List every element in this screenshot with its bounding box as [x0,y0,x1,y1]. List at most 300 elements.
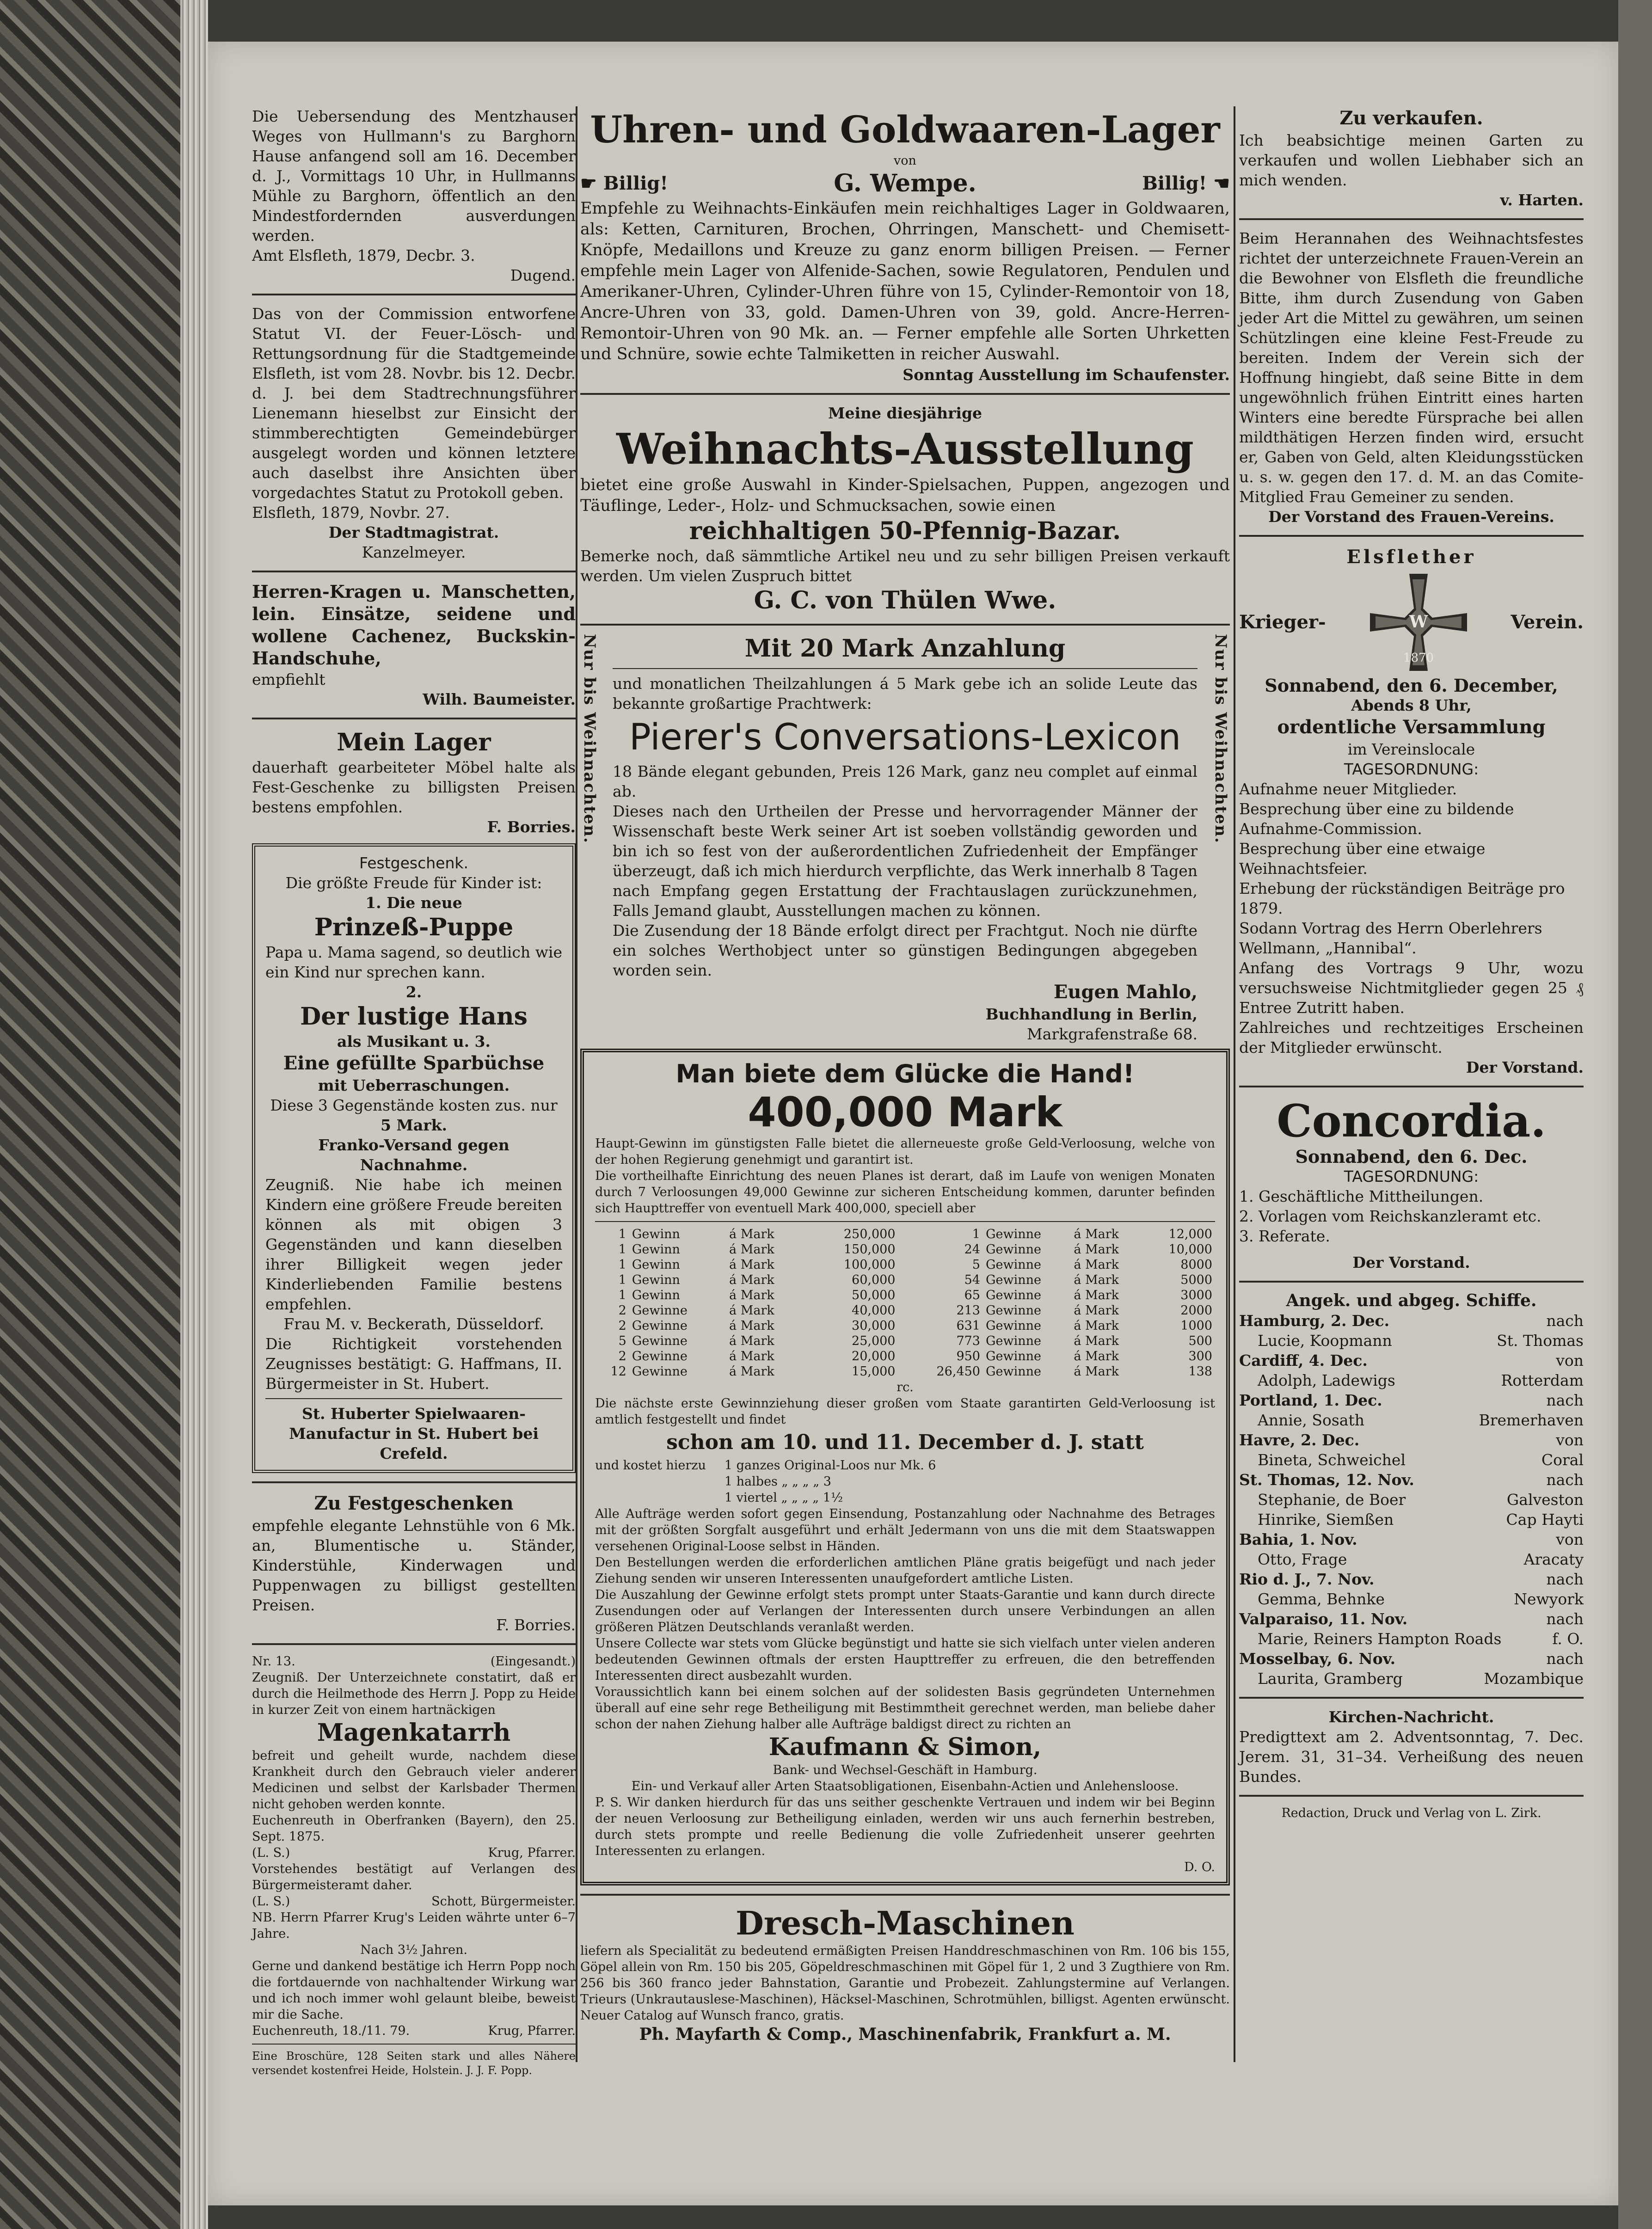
prize-table-right [912,1227,1216,1379]
prize-unit: á Mark [1074,1319,1119,1333]
ship-entry [1239,1351,1584,1370]
ad-garden-sale-signature: v. Harten. [1500,191,1584,209]
ship-name: Stephanie, de Boer [1258,1491,1406,1509]
ad-toys-item3-name: Eine gefüllte Sparbüchse [283,1052,545,1074]
prize-count: 1 [618,1273,626,1287]
ad-womens-club [1239,228,1584,527]
ad-lexicon-text2: Dieses nach den Urtheilen der Presse und hervorragender Männer der Wissenschaft beste Werk seiner Art ist soeben vollständig geworden und bin ich so fest von der außerordentlichen Zufriedenheit der Empfänger überzeugt, daß ich mich hierdurch verpflichte, das Werk innerhalb 8 Tagen nach Empfang gegen Erstattung der Frachtauslagen zurückzunehmen, Falls Jemand glaubt, Ausstellungen machen zu können. [613,802,1198,920]
ad-womens-club-signature: Der Vorstand des Frauen-Vereins. [1268,508,1554,526]
ship-destination: Cap Hayti [1506,1511,1584,1529]
church-news-text: Predigttext am 2. Adventsonntag, 7. Dec. Jerem. 31, 31–34. Verheißung des neuen Bundes. [1239,1728,1584,1786]
ship-destination: St. Thomas [1497,1332,1584,1350]
ad-lottery-text2: Die vortheilhafte Einrichtung des neuen Planes ist derart, daß im Laufe von wenigen Monaten durch 7 Verloosungen 49,000 Gewinne zur sicheren Entscheidung kommen, darunter befinden sich Haupttreffer von eventuell Mark 400,000, speciell aber [595,1169,1215,1216]
column-middle [580,106,1230,2045]
ad-toys-testimonial: Zeugniß. Nie habe ich meinen Kindern eine größere Freude bereiten können als mit obigen 3 Gegenständen und kann dieselben ihrer Billigkeit wegen jeder Kinderliebenden Familie bestens empfehlen. [265,1176,562,1313]
ad-gifts-signature: F. Borries. [496,1616,576,1634]
ad-concordia-agenda [1239,1186,1584,1246]
ad-lottery-text4: Alle Aufträge werden sofort gegen Einsendung, Postanzahlung oder Nachnahme des Betrages mit der größten Sorgfalt ausgeführt und erhält Jedermann von uns die mit dem Staatswappen versehenen Original-Loose selbst in Händen. [595,1507,1215,1554]
ship-entry [1239,1470,1584,1490]
ad-gifts-heading: Zu Festgeschenken [314,1492,514,1514]
ad-watches-footer: Sonntag Ausstellung im Schaufenster. [903,366,1230,384]
agenda-item: Erhebung der rückständigen Beiträge pro 1879. [1239,879,1565,917]
prize-row [912,1272,1216,1288]
prize-row [595,1242,898,1257]
divider [1239,1281,1584,1283]
ad-toys-box [252,843,576,1473]
ad-testimonial-place2: Euchenreuth, 18./11. 79. [252,2024,410,2038]
lose-price-item: 1 viertel „ „ „ „ 1½ [724,1491,843,1505]
ad-lottery-prizes [595,1227,1215,1379]
prize-count: 1 [618,1227,626,1241]
divider [580,624,1230,626]
agenda-item: Besprechung über eine zu bildende Aufnahme-Commission. [1239,800,1514,838]
ad-watches-title: Uhren- und Goldwaaren-Lager [590,108,1220,151]
ad-gifts [252,1492,576,1635]
ad-veterans-place: im Vereinslocale [1347,740,1475,758]
prize-unit: á Mark [729,1349,774,1363]
prize-count: 213 [956,1303,980,1318]
ship-name: Marie, Reiners Hampton Roads [1258,1630,1502,1648]
ad-veterans-text: Anfang des Vortrags 9 Uhr, wozu versuchsweise Nichtmitglieder gegen 25 ₰ Entree Zutritt haben. [1239,959,1584,1017]
ad-garden-sale [1239,106,1584,210]
prize-row [595,1318,898,1333]
prize-amount: 1000 [1180,1319,1212,1333]
ship-entry [1239,1311,1584,1331]
imprint: Redaction, Druck und Verlag von L. Zirk. [1281,1806,1541,1820]
ad-lexicon-firm: Buchhandlung in Berlin, [985,1005,1198,1023]
prize-label: Gewinne [632,1319,688,1333]
ad-veterans-left: Krieger- [1239,611,1326,633]
prize-unit: á Mark [729,1303,774,1318]
prize-amount: 30,000 [852,1319,896,1333]
ship-destination: Bremerhaven [1479,1411,1584,1429]
prize-count: 12 [610,1364,626,1379]
ad-veterans-text2: Zahlreiches und rechtzeitiges Erscheinen der Mitglieder erwünscht. [1239,1019,1584,1056]
ship-direction: nach [1546,1391,1584,1409]
prize-amount: 15,000 [852,1364,896,1379]
ship-entry [1239,1649,1584,1669]
prize-label: Gewinne [632,1334,688,1348]
prize-unit: á Mark [1074,1334,1119,1348]
prize-row [595,1272,898,1288]
ad-veterans-agenda-title: TAGESORDNUNG: [1344,760,1479,778]
ad-concordia-agenda-title: TAGESORDNUNG: [1344,1167,1479,1185]
ad-lexicon-side-left: Nur bis Weihnachten. [580,634,599,844]
ship-name: Hinrike, Siemßen [1258,1511,1394,1529]
divider [1239,1697,1584,1699]
ad-gifts-text: empfehle elegante Lehnstühle von 6 Mk. an, Blumentische u. Ständer, Kinderstühle, Kinderwagen und Puppenwagen zu billigst gestellten Preisen. [252,1517,576,1614]
ad-testimonial-sig3: Krug, Pfarrer. [488,2024,576,2038]
ad-lottery-firm: Kaufmann & Simon, [768,1733,1042,1761]
ship-detail [1239,1490,1584,1510]
ship-direction: nach [1546,1570,1584,1588]
ship-entry [1239,1609,1584,1629]
ad-garden-sale-text: Ich beabsichtige meinen Garten zu verkaufen und wollen Liebhaber sich an mich wenden. [1239,131,1584,189]
ad-testimonial-number: Nr. 13. [252,1654,295,1669]
ship-port: Cardiff, 4. Dec. [1239,1351,1368,1369]
ship-news-list [1239,1311,1584,1689]
prize-label: Gewinn [632,1258,680,1272]
ship-name: Otto, Frage [1258,1550,1347,1568]
ad-testimonial-text2: befreit und geheilt wurde, nachdem diese Krankheit durch den Gebrauch vieler anderer Medicinen und selbst der Karlsbader Thermen nicht gehoben werden konnte. [252,1749,576,1811]
ad-lottery-ps: P. S. Wir danken hierdurch für das uns seither geschenkte Vertrauen und indem wir bei Beginn der neuen Verloosung zur Betheiligung einladen, werden wir uns auch fernerhin bestreben, durch stets prompte und reelle Bedienung die volle Zufriedenheit unserer geehrten Interessenten zu erlangen. [595,1795,1215,1858]
ad-lottery-lose-list [725,1457,936,1506]
prize-row [595,1288,898,1303]
prize-label: Gewinn [632,1273,680,1287]
prize-amount: 12,000 [1168,1227,1212,1241]
ship-direction: nach [1546,1312,1584,1330]
ship-detail [1239,1629,1584,1649]
prize-unit: á Mark [1074,1227,1119,1241]
column-divider-1 [576,106,577,2062]
ad-watches-von: von [894,154,916,168]
ad-furniture-heading: Mein Lager [337,728,491,756]
ad-testimonial-sig2: Schott, Bürgermeister. [431,1894,576,1909]
ship-detail [1239,1549,1584,1569]
agenda-item: Besprechung über eine etwaige Weihnachtsfeier. [1239,840,1486,878]
prize-label: Gewinne [985,1242,1042,1257]
ad-testimonial-confirm1: Vorstehendes bestätigt auf Verlangen des Bürgermeisteramt daher. [252,1862,576,1892]
prize-amount: 138 [1188,1364,1212,1379]
ad-testimonial [252,1653,576,2078]
ad-concordia-date: Sonnabend, den 6. Dec. [1295,1146,1528,1167]
ad-christmas-text2: Bemerke noch, daß sämmtliche Artikel neu und zu sehr billigen Preisen verkauft werden. Um vielen Zuspruch bittet [580,547,1230,585]
ad-lottery-text7: Unsere Collecte war stets vom Glücke begünstigt und hatte sie sich vielfach unter vielen anderen bedeutenden Gewinnen oftmals der ersten Haupttreffer zu erfreuen, die den betreffenden Interessenten direct ausbezahlt wurden. [595,1636,1215,1683]
agenda-item: Aufnahme neuer Mitglieder. [1239,780,1457,798]
prize-label: Gewinn [632,1227,680,1241]
ad-toys-price-text: Diese 3 Gegenstände kosten zus. nur [270,1096,558,1114]
ad-testimonial-note: NB. Herrn Pfarrer Krug's Leiden währte unter 6–7 Jahre. [252,1910,576,1941]
ad-lottery-heading: Man biete dem Glücke die Hand! [676,1059,1135,1088]
prize-count: 950 [956,1349,980,1363]
ship-news [1239,1291,1584,1689]
divider [1239,1086,1584,1087]
ship-detail [1239,1510,1584,1529]
ad-collars-heading: Herren-Kragen u. Manschetten, lein. Einsätze, seidene und wollene Cachenez, Buckskin-Handschuhe, [252,581,576,669]
prize-amount: 20,000 [852,1349,896,1363]
prize-row [912,1349,1216,1364]
ad-toys-intro: Die größte Freude für Kinder ist: [285,874,542,892]
prize-count: 2 [618,1319,626,1333]
prize-count: 1 [972,1227,980,1241]
ad-watches-text: Empfehle zu Weihnachts-Einkäufen mein reichhaltiges Lager in Goldwaaren, als: Ketten, Carnituren, Brochen, Ohrringen, Manschett- und Chemisett-Knöpfe, Medaillons und Kreuze zu ganz enorm billigen Preisen. — Ferner empfehle mein Lager von Alfenide-Sachen, sowie Regulatoren, Pendulen und Amerikaner-Uhren, Cylinder-Uhren führe von 15, Cylinder-Remontoir von 18, Ancre-Uhren von 33, gold. Damen-Uhren von 39, gold. Ancre-Herren-Remontoir-Uhren von 90 Mk. an. — Ferner empfehle alle Sorten Uhrketten und Schnüre, sowie echte Talmiketten in reicher Auswahl. [580,199,1230,363]
ship-detail [1239,1589,1584,1609]
ad-furniture-signature: F. Borries. [487,818,576,836]
ad-lexicon-text3: Die Zusendung der 18 Bände erfolgt direct per Frachtgut. Noch nie dürfte ein solches Werthobject unter so günstigen Bedingungen abgegeben worden sein. [613,921,1198,979]
prize-amount: 5000 [1180,1273,1212,1287]
ad-toys-company: St. Huberter Spielwaaren-Manufactur in St. Hubert bei Crefeld. [289,1405,539,1462]
prize-unit: á Mark [1074,1364,1119,1379]
ad-christmas-bazar: reichhaltigen 50-Pfennig-Bazar. [689,517,1121,545]
ad-collars [252,581,576,709]
prize-count: 631 [956,1319,980,1333]
ship-detail [1239,1410,1584,1430]
prize-amount: 50,000 [852,1288,896,1302]
ad-christmas-signature: G. C. von Thülen Wwe. [754,586,1056,614]
ship-direction: nach [1546,1610,1584,1628]
ad-lexicon-address: Markgrafenstraße 68. [1027,1025,1198,1043]
prize-row [595,1333,898,1349]
divider [1239,535,1584,537]
iron-cross-year: 1870 [1403,651,1434,665]
ad-lottery-ps-sign: D. O. [1184,1860,1215,1874]
lose-price-item: 1 ganzes Original-Loos nur Mk. 6 [724,1458,936,1473]
ad-toys-item2-num: 2. [405,983,422,1001]
ad-lottery-box [580,1049,1230,1885]
ship-direction: von [1556,1431,1584,1449]
ad-threshers [580,1904,1230,2045]
prize-row [595,1227,898,1242]
ship-destination: Aracaty [1523,1550,1584,1568]
ad-collars-signature: Wilh. Baumeister. [423,690,576,708]
ship-name: Adolph, Ladewigs [1258,1371,1395,1389]
ad-lexicon [580,634,1230,1044]
prize-amount: 300 [1188,1349,1212,1363]
prize-row [595,1349,898,1364]
prize-count: 54 [964,1273,980,1287]
ad-toys-item2-sub: als Musikant u. 3. [337,1032,491,1050]
ad-road-works-date: Amt Elsfleth, 1879, Decbr. 3. [252,246,475,264]
ad-testimonial-ls1: (L. S.) [252,1846,290,1860]
prize-count: 26,450 [936,1364,980,1379]
ship-entry [1239,1569,1584,1589]
prize-amount: 150,000 [843,1242,896,1257]
prize-row [595,1303,898,1318]
prize-label: Gewinne [985,1334,1042,1348]
ship-port: St. Thomas, 12. Nov. [1239,1471,1414,1489]
prize-label: Gewinne [985,1273,1042,1287]
prize-unit: á Mark [1074,1303,1119,1318]
divider [252,1481,576,1483]
prize-label: Gewinne [632,1303,688,1318]
ad-watches-billig-right: Billig! ☚ [1142,172,1230,194]
ad-lottery-amount: 400,000 Mark [748,1088,1062,1136]
ad-concordia [1239,1096,1584,1272]
ship-detail [1239,1450,1584,1470]
ad-fire-statute-date: Elsfleth, 1879, Novbr. 27. [252,504,450,522]
iron-cross-letter: W [1409,612,1428,632]
ad-concordia-title: Concordia. [1277,1095,1546,1147]
ad-veterans-agenda [1239,779,1584,958]
ship-name: Bineta, Schweichel [1258,1451,1406,1469]
divider [252,2044,576,2045]
ad-toys-item1-num: 1. Die neue [365,894,462,912]
prize-unit: á Mark [729,1227,774,1241]
ad-lottery-firm-sub2: Ein- und Verkauf aller Arten Staatsobligationen, Eisenbahn-Actien und Anlehensloose. [631,1779,1179,1793]
ship-port: Bahia, 1. Nov. [1239,1530,1357,1548]
divider [580,393,1230,395]
prize-label: Gewinne [985,1288,1042,1302]
ad-christmas [580,403,1230,615]
prize-label: Gewinne [985,1319,1042,1333]
ad-lottery-text5: Den Bestellungen werden die erforderlichen amtlichen Pläne gratis beigefügt und nach jeder Ziehung senden wir unseren Interessenten unaufgefordert amtliche Listen. [595,1555,1215,1586]
prize-amount: 40,000 [852,1303,896,1318]
ad-road-works [252,106,576,285]
prize-amount: 8000 [1180,1258,1212,1272]
prize-unit: á Mark [729,1258,774,1272]
prize-unit: á Mark [1074,1349,1119,1363]
agenda-item: 1. Geschäftliche Mittheilungen. [1239,1187,1484,1205]
ad-threshers-text: liefern als Specialität zu bedeutend ermäßigten Preisen Handdreschmaschinen von Rm. 106 bis 155, Göpel allein von Rm. 150 bis 205, Göpeldreschmaschinen mit Göpel für 1, 2 und 3 Zugthiere von Rm. 256 bis 360 franco jeder Bahnstation, Garantie und Probezeit. Zahlungstermine auf Verlangen. Trieurs (Unkrautauslese-Maschinen), Häcksel-Maschinen, Schrotmühlen, billigst. Agenten erwünscht. Neuer Catalog auf Wunsch franco, gratis. [580,1944,1230,2023]
ship-destination: Newyork [1514,1590,1584,1608]
prize-unit: á Mark [729,1319,774,1333]
ad-toys-shipping: Franko-Versand gegen Nachnahme. [318,1136,510,1174]
ad-lexicon-heading: Mit 20 Mark Anzahlung [744,634,1066,663]
ship-direction: nach [1546,1471,1584,1489]
ad-lottery-text8: Voraussichtlich kann bei einem solchen auf der solidesten Basis gegründeten Unternehmen überall auf eine sehr rege Betheiligung mit Bestimmtheit gerechnet werden, man beliebe daher schon der nahen Ziehung halber alle Aufträge baldigst direct zu richten an [595,1685,1215,1732]
prize-label: Gewinne [985,1258,1042,1272]
ad-testimonial-footer: Eine Broschüre, 128 Seiten stark und alles Nähere versendet kostenfrei Heide, Holstein. J. J. F. Popp. [252,2050,576,2077]
ad-testimonial-sig1: Krug, Pfarrer. [488,1846,576,1860]
page-edges [180,0,208,2229]
divider [613,668,1198,669]
ad-threshers-firm: Ph. Mayfarth & Comp., Maschinenfabrik, Frankfurt a. M. [639,2025,1171,2044]
ship-entry [1239,1529,1584,1549]
prize-row [912,1242,1216,1257]
ad-fire-statute-text: Das von der Commission entworfene Statut VI. der Feuer-Lösch- und Rettungsordnung für die Stadtgemeinde Elsfleth, ist vom 28. Novbr. bis 12. Decbr. d. J. bei dem Stadtrechnungsführer Lienemann hieselbst zur Einsicht der stimmberechtigten Gemeindebürger ausgelegt worden und können letztere auch daselbst ihre Ansichten über vorgedachtes Statut zu Protokoll geben. [252,305,576,502]
ad-toys-confirm: Die Richtigkeit vorstehenden Zeugnisses bestätigt: G. Haffmans, II. Bürgermeister in St. Hubert. [265,1335,562,1393]
prize-label: Gewinn [632,1288,680,1302]
ship-entry [1239,1390,1584,1410]
prize-count: 1 [618,1288,626,1302]
ad-veterans-title: Elsflether [1346,546,1476,568]
ad-veterans-date: Sonnabend, den 6. December, [1265,675,1558,696]
ship-detail [1239,1669,1584,1689]
prize-unit: á Mark [1074,1288,1119,1302]
prize-unit: á Mark [729,1242,774,1257]
ship-name: Laurita, Gramberg [1258,1670,1403,1688]
prize-row [912,1288,1216,1303]
prize-count: 2 [618,1303,626,1318]
ship-port: Hamburg, 2. Dec. [1239,1312,1390,1330]
prize-unit: á Mark [1074,1258,1119,1272]
ad-furniture [252,728,576,837]
prize-count: 773 [956,1334,980,1348]
ad-watches [580,106,1230,385]
ship-direction: von [1556,1351,1584,1369]
ad-watches-name: G. Wempe. [834,169,976,197]
ad-concordia-signature: Der Vorstand. [1352,1253,1470,1271]
ship-name: Lucie, Koopmann [1258,1332,1392,1350]
ship-detail [1239,1331,1584,1351]
prize-label: Gewinne [632,1364,688,1379]
ship-port: Valparaiso, 11. Nov. [1239,1610,1408,1628]
ship-entry [1239,1430,1584,1450]
prize-count: 5 [618,1334,626,1348]
ship-port: Portland, 1. Dec. [1239,1391,1382,1409]
ad-testimonial-after: Nach 3½ Jahren. [360,1943,467,1957]
ad-lexicon-sub: und monatlichen Theilzahlungen á 5 Mark gebe ich an solide Leute das bekannte großartige Prachtwerk: [613,675,1198,712]
ad-lottery-text1: Haupt-Gewinn im günstigsten Falle bietet die allerneueste große Geld-Verloosung, welche von der hohen Regierung genehmigt und garantirt ist. [595,1136,1215,1167]
ad-toys-item2-name: Der lustige Hans [300,1002,528,1031]
prize-row [912,1364,1216,1379]
prize-unit: á Mark [1074,1242,1119,1257]
prize-amount: 3000 [1180,1288,1212,1302]
prize-row [912,1303,1216,1318]
ship-destination: Rotterdam [1501,1371,1584,1389]
ad-lottery-text3: Die nächste erste Gewinnziehung dieser großen vom Staate garantirten Geld-Verloosung ist amtlich festgestellt und findet [595,1396,1215,1427]
ad-toys-signer: Frau M. v. Beckerath, Düsseldorf. [283,1315,544,1333]
ship-port: Havre, 2. Dec. [1239,1431,1360,1449]
prize-row [595,1257,898,1272]
prize-count: 65 [964,1288,980,1302]
ad-christmas-pre: Meine diesjährige [828,404,983,422]
ad-lexicon-side-right: Nur bis Weihnachten. [1211,634,1230,844]
ship-direction: nach [1546,1650,1584,1668]
prize-unit: á Mark [729,1288,774,1302]
agenda-item: 3. Referate. [1239,1227,1330,1245]
column-left [252,106,576,2078]
prize-amount: 100,000 [843,1258,896,1272]
divider [595,1221,1215,1222]
ad-collars-text: empfiehlt [252,670,325,688]
ad-furniture-text: dauerhaft gearbeiteter Möbel halte als Fest-Geschenke zu billigsten Preisen bestens empfohlen. [252,758,576,816]
ad-testimonial-ls2: (L. S.) [252,1894,290,1909]
right-page-edge [1618,0,1652,2229]
divider [252,294,576,295]
ad-lexicon-signature: Eugen Mahlo, [1053,981,1198,1003]
prize-amount: 10,000 [1168,1242,1212,1257]
prize-row [595,1364,898,1379]
divider [1239,1795,1584,1797]
prize-row [912,1333,1216,1349]
prize-count: 2 [618,1349,626,1363]
prize-amount: 250,000 [843,1227,896,1241]
ad-veterans-club [1239,545,1584,1077]
prize-unit: á Mark [729,1273,774,1287]
column-right [1239,106,1584,1821]
prize-label: Gewinne [985,1303,1042,1318]
prize-amount: 60,000 [852,1273,896,1287]
ad-testimonial-heading: Magenkatarrh [317,1719,511,1747]
ad-watches-billig-left: ☛ Billig! [580,172,668,194]
ad-road-works-text: Die Uebersendung des Mentzhauser Weges von Hullmann's zu Barghorn Hause anfangend soll am 16. December d. J., Vormittags 10 Uhr, in Hullmanns Mühle zu Barghorn, öffentlich an den Mindestfordernden ausverdungen werden. [252,107,576,245]
ad-lexicon-text1: 18 Bände elegant gebunden, Preis 126 Mark, ganz neu complet auf einmal ab. [613,762,1198,800]
ship-news-heading: Angek. und abgeg. Schiffe. [1286,1291,1537,1310]
divider [580,1894,1230,1896]
book-binding [0,0,180,2229]
prize-count: 5 [972,1258,980,1272]
ad-threshers-title: Dresch-Maschinen [736,1904,1075,1942]
ad-womens-club-text: Beim Herannahen des Weihnachtsfestes richtet der unterzeichnete Frauen-Verein an die Bewohner von Elsfleth die freundliche Bitte, ihm durch Zusendung von Gaben jeder Art die Mittel zu gewähren, um seinen Schützlingen eine kleine Fest-Freude zu bereiten. Indem der Verein sich der Hoffnung hingiebt, daß seine Bitte in dem ungewöhnlich frühen Eintritt eines harten Winters eine beredte Fürsprache bei allen mildthätigen Herzen finden wird, ersucht er, Gaben von Geld, alten Kleidungsstücken u. s. w. gegen den 17. d. M. an das Comite-Mitglied Frau Gemeiner zu senden. [1239,229,1584,506]
prize-count: 1 [618,1242,626,1257]
ship-port: Rio d. J., 7. Nov. [1239,1570,1375,1588]
ad-toys-item1-text: Papa u. Mama sagend, so deutlich wie ein Kind nur sprechen kann. [265,943,562,981]
ad-christmas-title: Weihnachts-Ausstellung [616,424,1194,474]
ship-destination: Mozambique [1484,1670,1584,1688]
prize-count: 24 [964,1242,980,1257]
ad-testimonial-place1: Euchenreuth in Oberfranken (Bayern), den 25. Sept. 1875. [252,1813,576,1844]
prize-amount: 500 [1188,1334,1212,1348]
prize-amount: 25,000 [852,1334,896,1348]
ship-destination: f. O. [1552,1630,1584,1648]
prize-label: Gewinne [985,1349,1042,1363]
ad-christmas-text: bietet eine große Auswahl in Kinder-Spielsachen, Puppen, angezogen und Täuflinge, Leder-, Holz- und Schmucksachen, sowie einen [580,476,1230,515]
ship-destination: Galveston [1506,1491,1584,1509]
lose-price-item: 1 halbes „ „ „ „ 3 [724,1474,831,1489]
ad-lottery-firm-sub1: Bank- und Wechsel-Geschäft in Hamburg. [773,1763,1038,1777]
column-divider-2 [1234,106,1235,2062]
prize-row [912,1318,1216,1333]
prize-unit: á Mark [729,1334,774,1348]
ad-fire-statute-signature: Der Stadtmagistrat. [328,523,499,541]
prize-row [912,1227,1216,1242]
divider [252,718,576,719]
agenda-item: Sodann Vortrag des Herrn Oberlehrers Wellmann, „Hannibal“. [1239,919,1542,957]
church-news [1239,1707,1584,1787]
ad-testimonial-tag: (Eingesandt.) [490,1654,576,1669]
ship-detail [1239,1370,1584,1390]
